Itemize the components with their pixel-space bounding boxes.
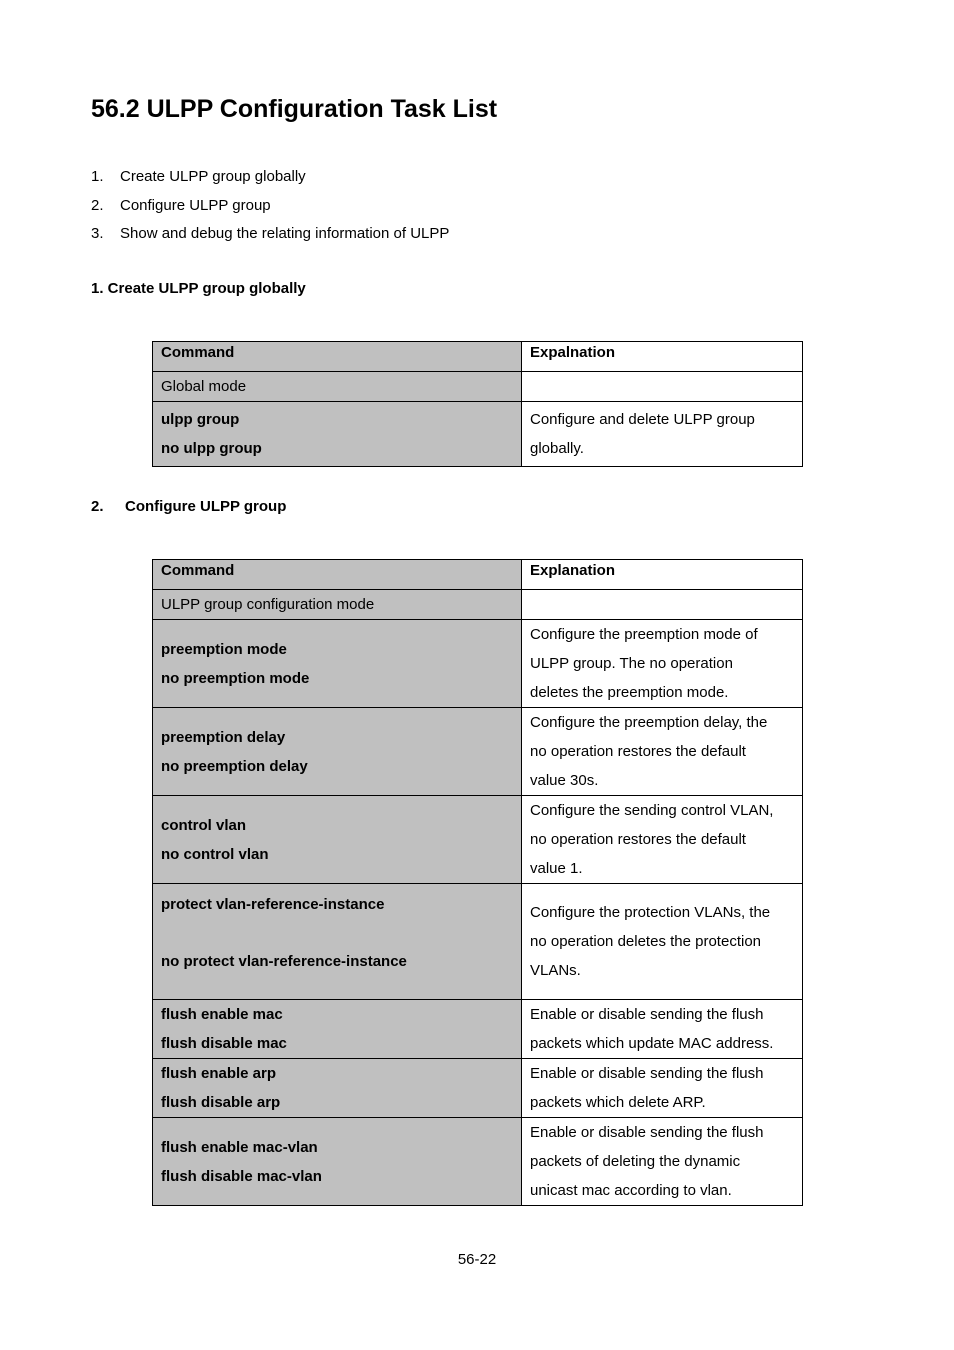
explanation-text: Configure and delete ULPP group — [530, 411, 755, 428]
mode-label: Global mode — [153, 372, 522, 402]
explanation-cell — [522, 884, 803, 1000]
command-text: protect vlan-reference-instance — [161, 896, 385, 913]
explanation-text: packets which update MAC address. — [530, 1035, 774, 1052]
task-list-item — [91, 220, 449, 249]
explanation-cell — [522, 796, 803, 884]
command-cell — [153, 620, 522, 708]
mode-empty-cell — [522, 372, 803, 402]
command-cell — [153, 1118, 522, 1206]
task-text: Show and debug the relating information of ULPP — [120, 225, 450, 242]
explanation-text: Configure the preemption mode of — [530, 626, 758, 643]
column-header-explanation: Expalnation — [522, 342, 803, 372]
command-cell — [153, 1000, 522, 1059]
task-number: 3. — [91, 225, 104, 242]
explanation-cell — [522, 1118, 803, 1206]
mode-row — [153, 372, 803, 402]
explanation-text: Configure the sending control VLAN, — [530, 802, 774, 819]
explanation-text: value 1. — [530, 860, 583, 877]
page-number: 56-22 — [457, 1251, 497, 1268]
explanation-text: Configure the preemption delay, the — [530, 714, 768, 731]
explanation-text: Enable or disable sending the flush — [530, 1006, 764, 1023]
explanation-text: Enable or disable sending the flush — [530, 1124, 764, 1141]
command-text: preemption delay — [161, 728, 286, 746]
explanation-cell — [522, 620, 803, 708]
column-header-explanation: Explanation — [522, 560, 803, 590]
column-header-command: Command — [153, 560, 522, 590]
table-header-row — [153, 560, 803, 590]
explanation-text: Enable or disable sending the flush — [530, 1065, 764, 1082]
command-text: flush enable mac-vlan — [161, 1138, 318, 1156]
table-header-row — [153, 342, 803, 372]
explanation-text: value 30s. — [530, 772, 599, 789]
command-text: flush disable mac-vlan — [161, 1167, 322, 1185]
task-list — [91, 163, 449, 249]
table-row — [153, 1059, 803, 1118]
command-text: no ulpp group — [161, 440, 262, 457]
command-cell — [153, 708, 522, 796]
explanation-text: deletes the preemption mode. — [530, 684, 729, 701]
explanation-text: VLANs. — [530, 962, 581, 979]
explanation-text: no operation restores the default — [530, 743, 746, 760]
page-title: 56.2 ULPP Configuration Task List — [91, 95, 498, 123]
mode-label: ULPP group configuration mode — [153, 590, 522, 620]
column-header-command: Command — [153, 342, 522, 372]
explanation-cell — [522, 1059, 803, 1118]
explanation-text: globally. — [530, 440, 584, 457]
command-text: flush enable arp — [161, 1065, 277, 1082]
command-text: ulpp group — [161, 411, 240, 428]
table-row — [153, 884, 803, 1000]
table-row — [153, 708, 803, 796]
command-cell — [153, 402, 522, 467]
explanation-text: packets which delete ARP. — [530, 1094, 706, 1111]
command-text: no protect vlan-reference-instance — [161, 953, 407, 970]
command-text: no preemption delay — [161, 757, 308, 775]
table-row — [153, 796, 803, 884]
explanation-cell — [522, 1000, 803, 1059]
table-row — [153, 1118, 803, 1206]
table-row — [153, 402, 803, 467]
command-cell — [153, 1059, 522, 1118]
explanation-cell — [522, 708, 803, 796]
section-title: Configure ULPP group — [125, 498, 287, 515]
command-cell — [153, 796, 522, 884]
task-text: Configure ULPP group — [120, 196, 271, 214]
task-list-item — [91, 192, 449, 221]
explanation-cell — [522, 402, 803, 467]
command-cell — [153, 884, 522, 1000]
command-text: no preemption mode — [161, 669, 310, 687]
explanation-text: Configure the protection VLANs, the — [530, 904, 771, 921]
table-row — [153, 620, 803, 708]
task-list-item — [91, 163, 449, 192]
section-heading-configure-group — [91, 498, 286, 515]
table-row — [153, 1000, 803, 1059]
mode-row — [153, 590, 803, 620]
command-table-global — [152, 341, 803, 467]
command-text: preemption mode — [161, 640, 287, 658]
section-heading-create-group: 1. Create ULPP group globally — [91, 280, 306, 297]
explanation-text: packets of deleting the dynamic — [530, 1153, 741, 1170]
task-text: Create ULPP group globally — [120, 168, 306, 185]
command-text: control vlan — [161, 816, 247, 834]
task-number: 2. — [91, 196, 104, 214]
command-text: flush disable mac — [161, 1035, 287, 1052]
command-text: no control vlan — [161, 845, 269, 863]
command-table-ulpp-group — [152, 559, 803, 1206]
explanation-text: ULPP group. The no operation — [530, 655, 733, 672]
explanation-text: no operation deletes the protection — [530, 933, 761, 950]
command-text: flush disable arp — [161, 1094, 281, 1111]
explanation-text: unicast mac according to vlan. — [530, 1182, 732, 1199]
task-number: 1. — [91, 168, 104, 185]
explanation-text: no operation restores the default — [530, 831, 746, 848]
section-number: 2. — [91, 498, 104, 515]
command-text: flush enable mac — [161, 1006, 283, 1023]
mode-empty-cell — [522, 590, 803, 620]
